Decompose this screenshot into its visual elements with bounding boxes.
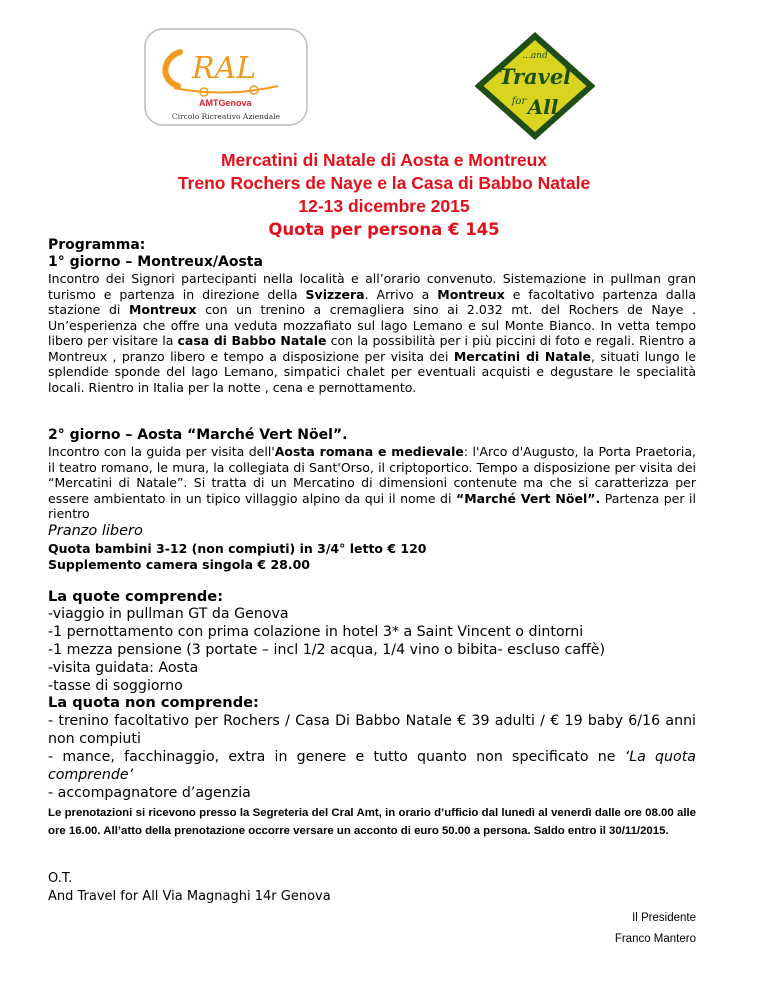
cral-amt-logo [144, 28, 308, 126]
day2-description: Incontro con la guida per visita dell'Aosta romana e medievale: l'Arco d'Augusto, la Porta Praetoria, il teatro romano, le mura, la collegiata di Sant'Orso, il criptoportico. Tempo a disposizione per visita dei “Mercatini di Natale”. Si tratta di un Mercatino di dimensioni contenute ma che si caratterizza per essere ambientato in un tipico villaggio alpino da qui il nome di “Marché Vert Nöel”. Partenza per il rientro [48, 444, 696, 521]
title-line-1: Mercatini di Natale di Aosta e Montreux [220, 150, 548, 170]
travel-logo-all: All [527, 95, 559, 119]
travel-logo-and: ...and [522, 51, 548, 61]
signature-name: Franco Mantero [614, 933, 696, 945]
amt-genova-text: AMTGenova [199, 98, 252, 108]
day1-heading: 1° giorno – Montreux/Aosta [48, 254, 263, 270]
day2-heading: 2° giorno – Aosta “Marché Vert Nöel”. [48, 427, 348, 443]
lunch-note: Pranzo libero [48, 523, 143, 539]
travel-logo-for: for [511, 96, 527, 107]
includes-item: -viaggio in pullman GT da Genova [48, 606, 289, 622]
travel-for-all-logo [475, 32, 595, 140]
kids-price: Quota bambini 3-12 (non compiuti) in 3/4° letto € 120 [48, 541, 427, 556]
excludes-item-extras: - mance, facchinaggio, extra in genere e tutto quanto non specificato ne ‘La quota comprende’ [48, 749, 696, 783]
signature-role: Il Presidente [632, 912, 696, 924]
travel-logo-word: Travel [498, 64, 572, 89]
includes-item: -1 mezza pensione (3 portate – incl 1/2 acqua, 1/4 vino o bibita- escluso caffè) [48, 642, 606, 658]
includes-item: -tasse di soggiorno [48, 678, 183, 694]
includes-item: -1 pernottamento con prima colazione in hotel 3* a Saint Vincent o dintorni [48, 624, 584, 640]
cral-logo-text: RAL [192, 51, 257, 86]
programma-heading: Programma: [48, 237, 146, 253]
excludes-item-train: - trenino facoltativo per Rochers / Casa Di Babbo Natale € 39 adulti / € 19 baby 6/16 anni non compiuti [48, 713, 696, 747]
excludes-heading: La quota non comprende: [48, 694, 259, 711]
organizer-address: And Travel for All Via Magnaghi 14r Genova [48, 889, 331, 904]
cral-subtitle-text: Circolo Ricreativo Aziendale [171, 112, 281, 121]
title-line-2: Treno Rochers de Naye e la Casa di Babbo Natale [177, 173, 591, 193]
title-dates: 12-13 dicembre 2015 [298, 196, 470, 216]
includes-item: -visita guidata: Aosta [48, 660, 199, 676]
single-supplement: Supplemento camera singola € 28.00 [48, 557, 310, 572]
organizer-ot: O.T. [48, 871, 73, 886]
title-price: Quota per persona € 145 [268, 220, 500, 239]
day1-description: Incontro dei Signori partecipanti nella località e all’orario convenuto. Sistemazione in pullman gran turismo e partenza in direzione della Svizzera. Arrivo a Montreux e facoltativo partenza dalla stazione di Montreux con un trenino a cremagliera sino ai 2.032 mt. del Rochers de Naye . Un’esperienza che offre una veduta mozzafiato sul lago Lemano e sul Monte Bianco. In vetta tempo libero per visitare la casa di Babbo Natale con la possibilità per i più piccini di foto e regali. Rientro a Montreux , pranzo libero e tempo a disposizione per visita dei Mercatini di Natale, situati lungo le splendide sponde del lago Lemano, simpatici chalet per eventuali acquisti e degustare le specialità locali. Rientro in Italia per la notte , cena e pernottamento. [48, 271, 696, 395]
includes-heading: La quote comprende: [48, 588, 224, 605]
booking-note: Le prenotazioni si ricevono presso la Segreteria del Cral Amt, in orario d’ufficio dal lunedì al venerdì dalle ore 08.00 alle ore 16.00. All’atto della prenotazione occorre versare un acconto di euro 50.00 a persona. Saldo entro il 30/11/2015. [48, 807, 696, 837]
excludes-item-escort: - accompagnatore d’agenzia [48, 785, 251, 801]
